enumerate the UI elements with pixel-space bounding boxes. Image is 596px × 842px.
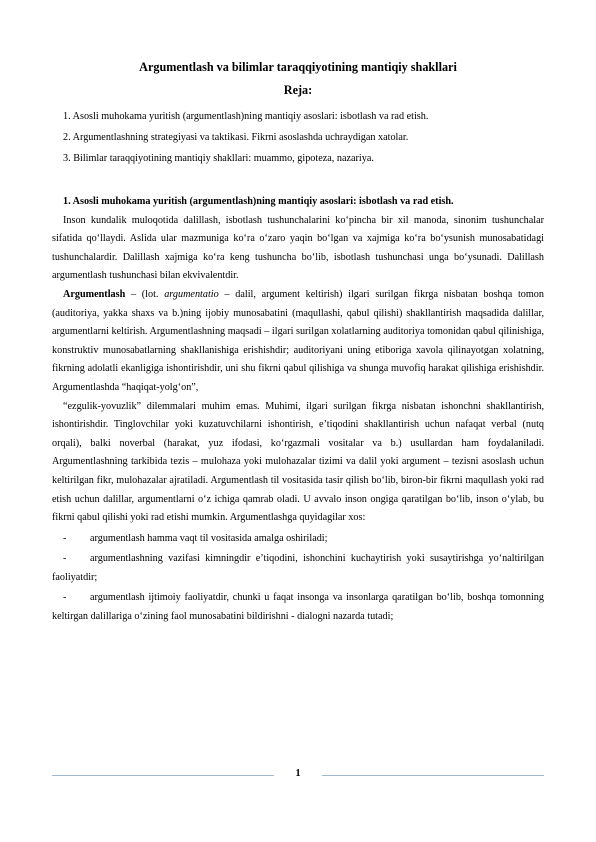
paragraph-2-part-b: – dalil, argument keltirish) ilgari surilgan fikrga nisbatan boshqa tomon (auditoriya, yakka shaxs va b.)ning ijobiy munosabatini (maqullashi, qabul qilishi) shakllantirish maqsadida dalillar, argumentlarni keltirish. Argumentlashning maqsadi – ilgari surilgan xolatlarning auditoriya tomonidan qabul qilinishiga, konstruktiv munosabatlarning shakllanishiga erishishdir; auditoriyani uning etiboriga xavola qilinayotgan xolatning, fikrning adolatli ekanligiga ishontirishdir, uni shu fikrni qabul qilishiga va shunga muvofiq harakat qilishiga erishishdir. Argumentlashda “haqiqat-yolg‘on”, — [52, 288, 544, 393]
list-item-text: argumentlashning vazifasi kimningdir e’tiqodini, ishonchini kuchaytirish yoki susaytirishga yo‘naltirilgan faoliyatdir; — [52, 553, 544, 583]
plan-list — [63, 106, 428, 169]
plan-item: 1. Asosli muhokama yuritish (argumentlash)ning mantiqiy asoslari: isbotlash va rad etish. — [63, 111, 429, 122]
body-text — [52, 193, 544, 627]
paragraph-1: Inson kundalik muloqotida dalillash, isbotlash tushunchalarini ko‘pincha bir xil manoda, sinonim tushunchalar sifatida qo‘llaydi. Aslida ular mazmuniga ko‘ra o‘zaro yaqin bo‘lgan va xajmiga ko‘ra bo‘ysunish munosabatidagi tushunchalardir. Dalillash xajmiga ko‘ra keng tushuncha bo‘lib, isbotlash tushunchasi unga bo‘ysunadi. Dalillash argumentlash tushunchasi bilan ekvivalentdir. — [52, 214, 544, 282]
paragraph-2-part-a: – (lot. — [125, 288, 165, 300]
list-item-text: argumentlash hamma vaqt til vositasida amalga oshiriladi; — [90, 532, 328, 544]
paragraph-3: “ezgulik-yovuzlik” dilemmalari muhim emas. Muhimi, ilgari surilgan fikrga nisbatan ishonchni shakllantirish, ishontirishdir. Tinglovchilar yoki kuzatuvchilarni ishontirish, e’tiqodini shakllantirish uchun nafaqat verbal (nutq orqali), balki noverbal (harakat, yuz ifodasi, ko‘rgazmali vositalar va b.) usullardan ham foydalaniladi. Argumentlashning tarkibida tezis – mulohaza yoki mulohazalar tizimi va dalil yoki argument – tezisni asoslash uchun keltirilgan fikr, mulohazalar ajratiladi. Argumentlash til vositasida tasir qilish bo‘lib, biron-bir fikrni maqullash yoki rad etish uchun dalillar, argumentlarni o‘z ichiga qamrab oladi. U avvalo inson ongiga qaratilgan bo‘lib, inson o‘ylab, bu fikrni qabul qilishi yoki rad etishi mumkin. Argumentlashga quyidagilar xos: — [52, 400, 544, 524]
paragraph-2 — [52, 286, 544, 398]
plan-heading: Reja: — [283, 83, 313, 97]
dash-bullet: - — [63, 592, 67, 604]
plan-item: 3. Bilimlar taraqqiyotining mantiqiy shakllari: muammo, gipoteza, nazariya. — [63, 153, 374, 164]
page-title: Argumentlash va bilimlar taraqqiyotining mantiqiy shakllari — [139, 60, 457, 74]
plan-item: 2. Argumentlashning strategiyasi va taktikasi. Fikrni asoslashda uchraydigan xatolar. — [63, 132, 409, 143]
dash-bullet: - — [63, 532, 67, 544]
list-item-text: argumentlash ijtimoiy faoliyatdir, chunki u faqat insonga va insonlarga qaratilgan bo‘lib, boshqa tomonning keltirgan dalillariga o‘zining faol munosabatini bildirishni - dialogni nazarda tutadi; — [52, 592, 544, 623]
page-footer — [52, 768, 544, 782]
footer-rule-right — [322, 775, 544, 776]
list-item — [52, 589, 544, 626]
latin-term: argumentatio — [164, 288, 219, 300]
dash-bullet: - — [63, 553, 67, 565]
term-argumentlash: Argumentlash — [63, 288, 126, 300]
list-item — [52, 550, 544, 587]
page-number: 1 — [295, 768, 301, 779]
section-heading: 1. Asosli muhokama yuritish (argumentlash)ning mantiqiy asoslari: isbotlash va rad etish. — [63, 196, 454, 207]
list-item — [52, 530, 544, 549]
